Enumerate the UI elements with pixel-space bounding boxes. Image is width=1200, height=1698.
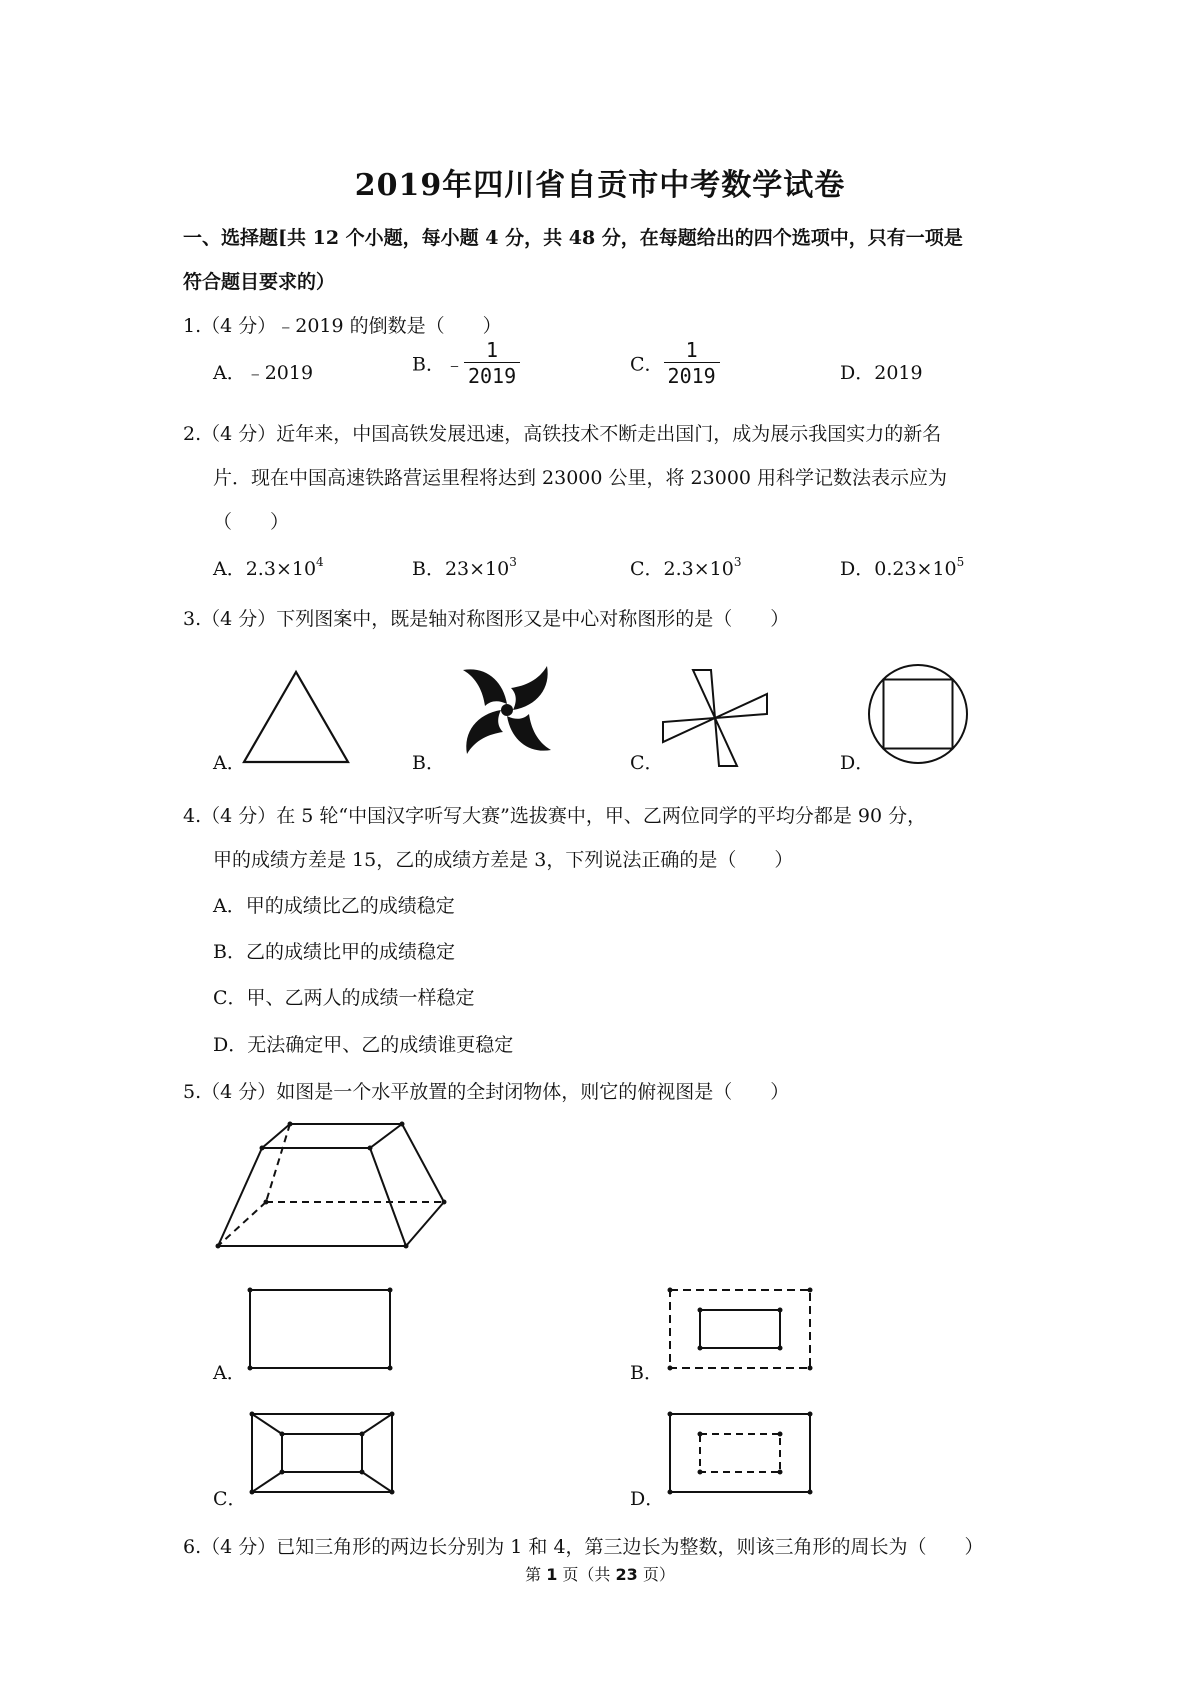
question-2-line1: 2.（4 分）近年来，中国高铁发展迅速，高铁技术不断走出国门，成为展示我国实力的新名	[183, 423, 942, 445]
footer-page-number: 1	[546, 1565, 558, 1584]
question-4-line2: 甲的成绩方差是 15，乙的成绩方差是 3，下列说法正确的是（ ）	[213, 849, 794, 871]
question-1-stem: 1.（4 分）﹣2019 的倒数是（ ）	[183, 315, 502, 337]
q2-option-a	[213, 554, 324, 581]
page-footer	[0, 1562, 1200, 1585]
q1-option-c	[630, 340, 720, 386]
q3-option-b-label: B．	[412, 752, 445, 774]
q5-figure-a-rectangle	[248, 1288, 392, 1370]
page-title: 2019年四川省自贡市中考数学试卷	[354, 168, 846, 203]
q1-option-b	[412, 340, 520, 386]
q4-option-a: A．甲的成绩比乙的成绩稳定	[213, 895, 455, 917]
q3-option-c-label: C．	[630, 752, 664, 774]
q4-option-c: C．甲、乙两人的成绩一样稳定	[213, 987, 475, 1009]
q5-figure-c-connected	[250, 1412, 394, 1494]
question-5-stem: 5.（4 分）如图是一个水平放置的全封闭物体，则它的俯视图是（ ）	[183, 1081, 790, 1103]
q2-option-c	[630, 554, 742, 581]
q1-option-b-fraction	[464, 340, 520, 386]
q3-figure-c-pinwheel	[660, 668, 770, 768]
q2-option-b	[412, 554, 517, 581]
q1-option-c-numerator: 1	[664, 340, 720, 363]
q1-option-c-prefix: C．	[630, 353, 664, 376]
q5-figure-b-dashed-outer	[668, 1288, 812, 1370]
footer-middle: 页（共	[562, 1565, 611, 1584]
q3-option-a-label: A．	[213, 752, 246, 774]
q1-option-b-denominator: 2019	[467, 364, 517, 388]
q2-option-d	[840, 554, 964, 581]
q2-option-d-base: D．0.23×10	[840, 558, 957, 580]
q4-option-b: B．乙的成绩比甲的成绩稳定	[213, 941, 455, 963]
section-heading-line2: 符合题目要求的）	[183, 271, 336, 293]
question-6-stem: 6.（4 分）已知三角形的两边长分别为 1 和 4，第三边长为整数，则该三角形的周长为（ ）	[183, 1536, 984, 1558]
q1-option-a: A．﹣2019	[213, 362, 314, 384]
q5-option-b-label: B．	[630, 1362, 663, 1384]
q1-option-b-prefix: B．﹣	[412, 353, 464, 376]
q1-option-c-fraction	[664, 340, 720, 386]
q3-figure-b-swirl	[452, 655, 562, 765]
q2-option-a-exponent: 4	[316, 555, 324, 569]
q4-option-d: D．无法确定甲、乙的成绩谁更稳定	[213, 1034, 514, 1056]
section-heading-line1: 一、选择题[共 12 个小题，每小题 4 分，共 48 分，在每题给出的四个选项中，只有一项是	[183, 227, 963, 249]
q3-figure-a-triangle	[240, 668, 352, 766]
q2-option-b-exponent: 3	[509, 555, 517, 569]
question-2-line2: 片．现在中国高速铁路营运里程将达到 23000 公里，将 23000 用科学记数法表示应为	[213, 467, 948, 489]
question-3-stem: 3.（4 分）下列图案中，既是轴对称图形又是中心对称图形的是（ ）	[183, 608, 790, 630]
q2-option-b-base: B．23×10	[412, 558, 510, 580]
q5-option-a-label: A．	[213, 1362, 246, 1384]
q5-figure-d-dashed-inner	[668, 1412, 812, 1494]
q2-option-d-exponent: 5	[956, 555, 965, 569]
question-4-line1: 4.（4 分）在 5 轮“中国汉字听写大赛”选拔赛中，甲、乙两位同学的平均分都是 90 分，	[183, 805, 927, 827]
q2-option-c-base: C．2.3×10	[630, 558, 734, 580]
q2-option-a-base: A．2.3×10	[213, 558, 317, 580]
q5-option-c-label: C．	[213, 1488, 247, 1510]
q3-figure-d-square-in-circle	[866, 662, 970, 766]
q5-option-d-label: D．	[630, 1488, 665, 1510]
q3-option-d-label: D．	[840, 752, 875, 774]
q1-option-d: D．2019	[840, 362, 923, 384]
q2-option-c-exponent: 3	[733, 555, 742, 569]
q1-option-b-numerator: 1	[464, 340, 520, 363]
q5-figure-solid	[210, 1120, 460, 1260]
question-2-line3: （ ）	[213, 511, 290, 533]
footer-total-pages: 23	[615, 1565, 638, 1584]
footer-suffix: 页）	[642, 1565, 675, 1584]
footer-prefix: 第	[525, 1565, 542, 1584]
q1-option-c-denominator: 2019	[667, 364, 716, 388]
